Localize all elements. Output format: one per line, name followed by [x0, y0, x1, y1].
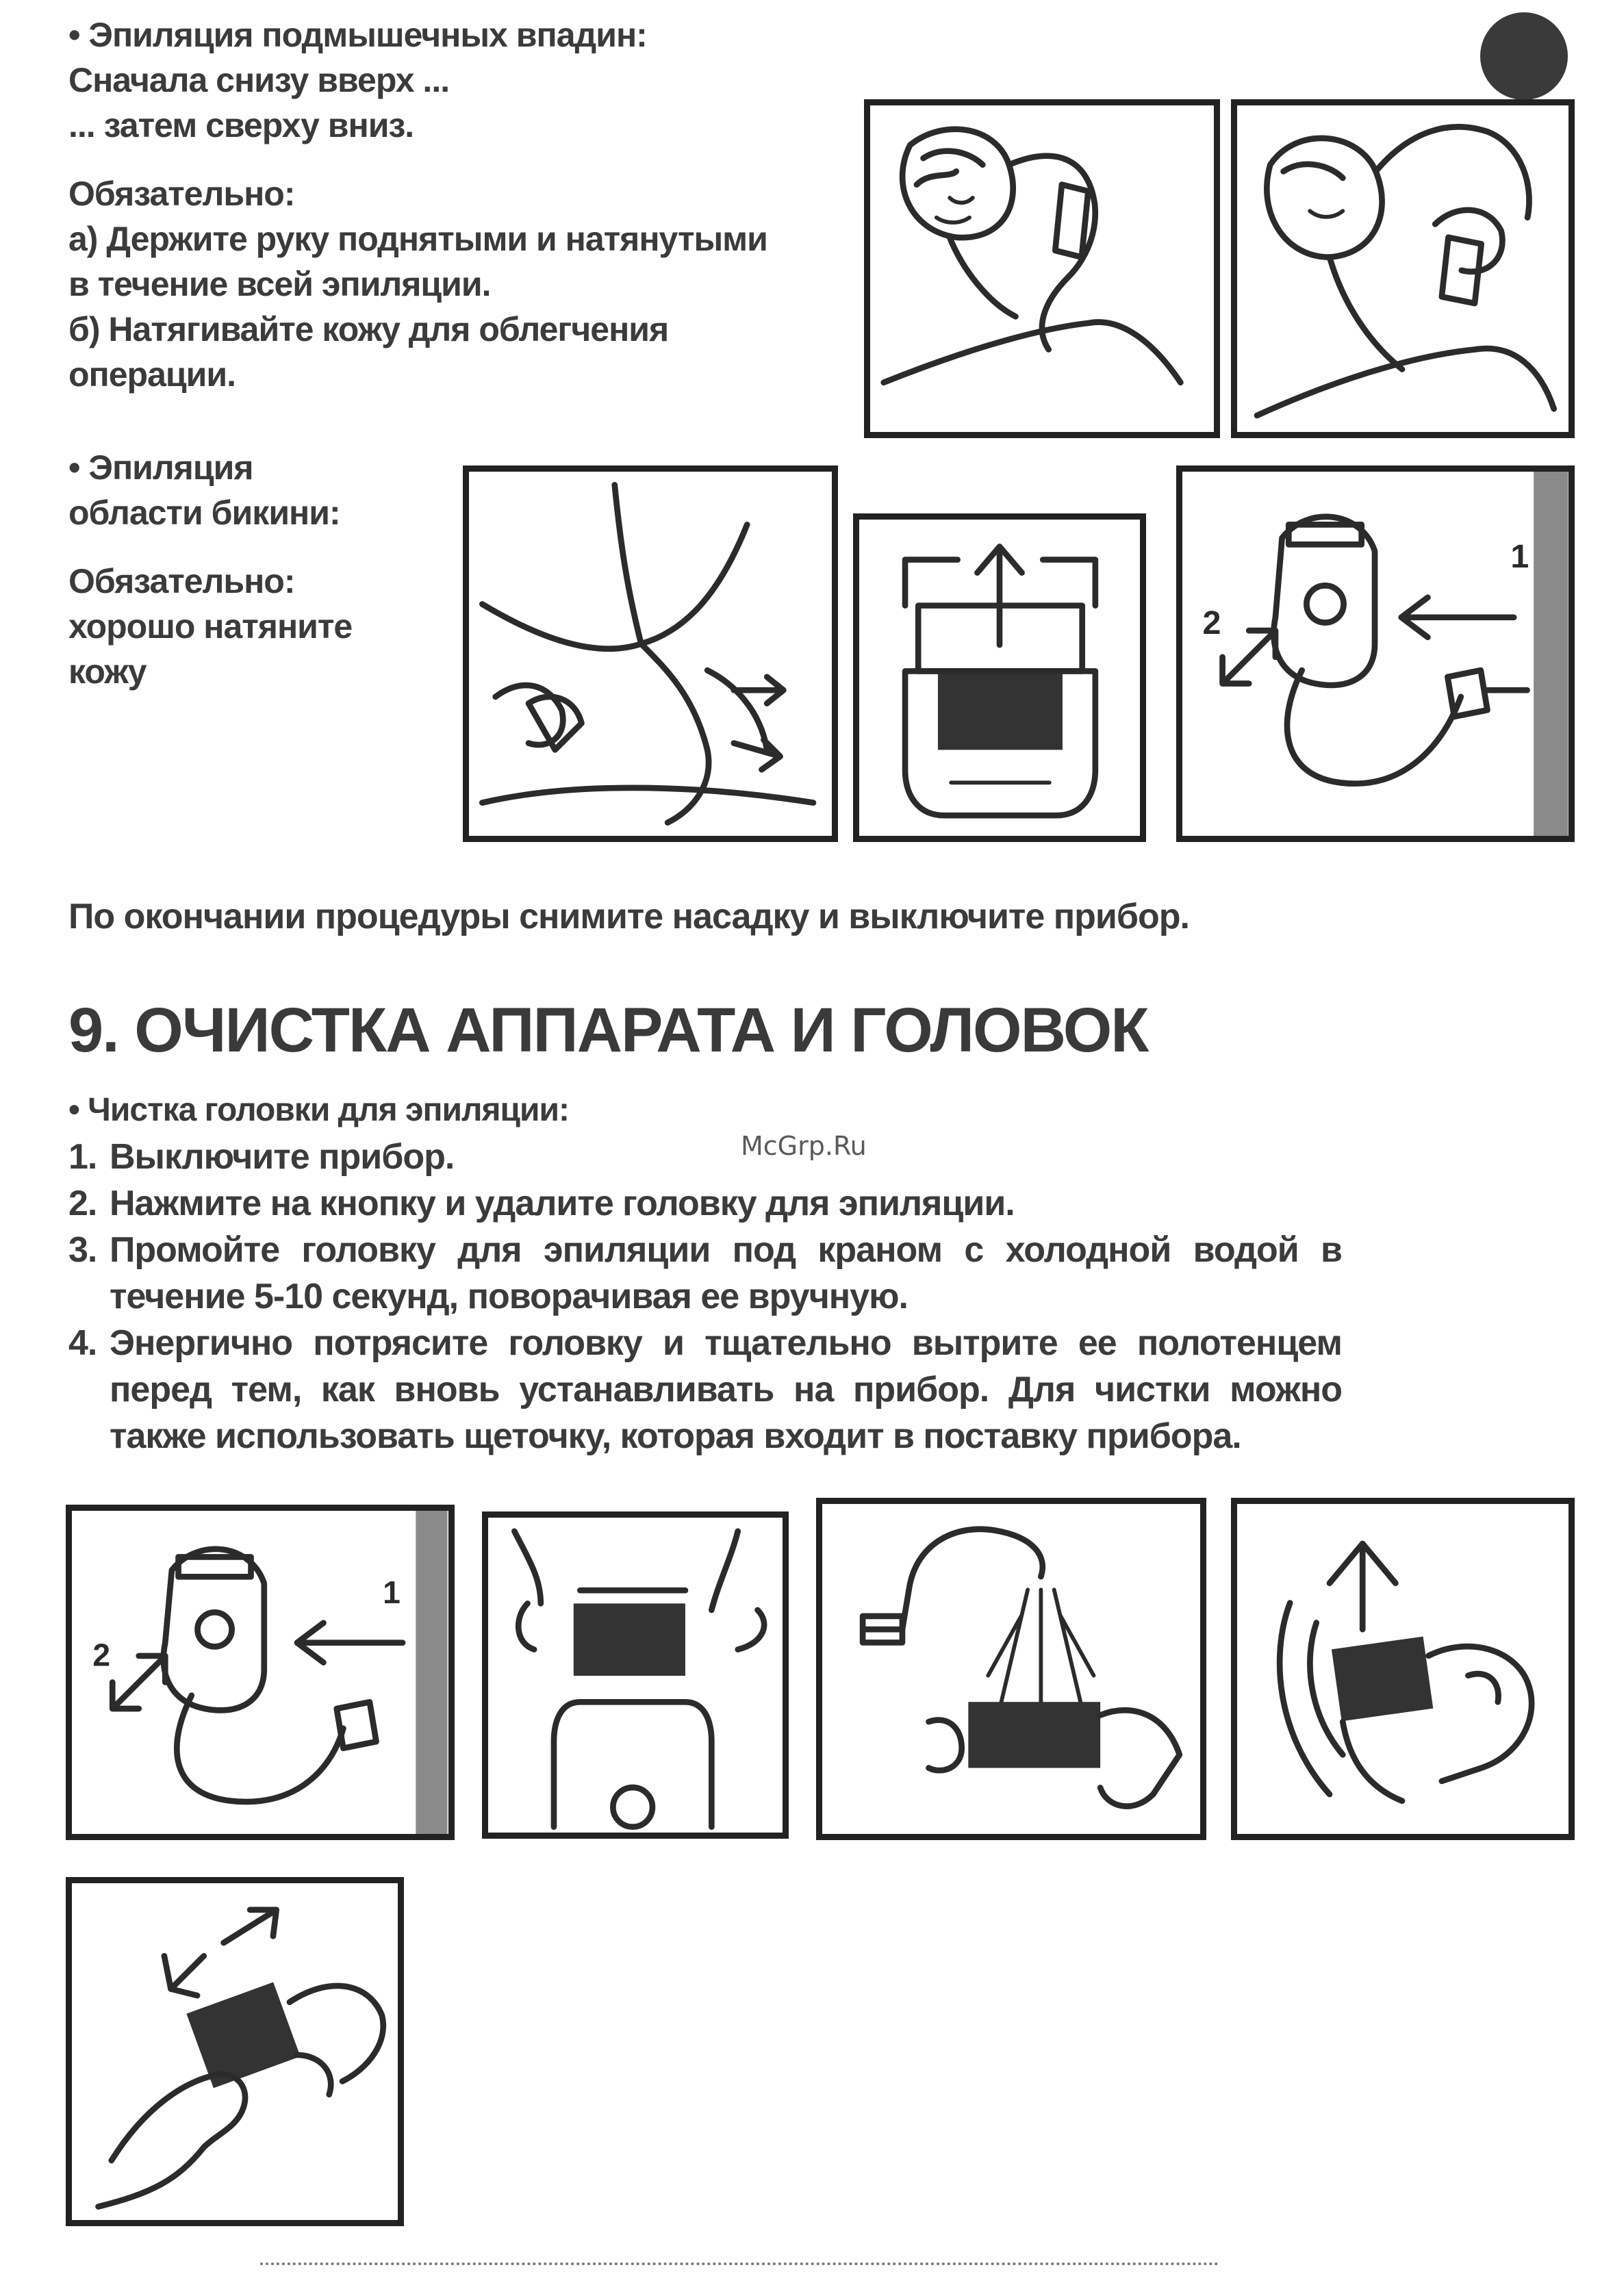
page-marker-dot: [1480, 12, 1568, 100]
cleaning-steps-list: [68, 1134, 1342, 1459]
step-2-label: 2: [92, 1637, 111, 1673]
step-number: 4.: [68, 1323, 97, 1363]
bikini-text-block: [68, 445, 452, 694]
armpit-text-block: [68, 12, 856, 397]
step-number: 3.: [68, 1230, 97, 1270]
step-number: 1.: [68, 1137, 97, 1177]
step-text: Выключите прибор.: [110, 1137, 455, 1177]
step-1-label: 1: [1510, 538, 1529, 576]
cleaning-illustration-3: [816, 1498, 1206, 1840]
step-1-label: 1: [383, 1574, 401, 1610]
armpit-point-b-2: операции.: [68, 355, 236, 394]
section-subtitle: • Чистка головки для эпиляции:: [68, 1092, 569, 1128]
cleaning-illustration-1: [66, 1505, 455, 1840]
end-note: По окончании процедуры снимите насадку и выключите прибор.: [68, 897, 1189, 936]
step-text: Энергично потрясите головку и тщательно вытрите ее полотенцем перед тем, как вновь устанавливать на прибор. Для чистки можно также использовать щеточку, которая входит в поставку прибора.: [110, 1323, 1342, 1456]
bikini-illustration-1: [463, 465, 838, 842]
armpit-illustration-1: [864, 99, 1220, 438]
cleaning-illustration-4: [1231, 1498, 1575, 1840]
armpit-required-label: Обязательно:: [68, 175, 295, 213]
step-item-2: [68, 1180, 1342, 1227]
section-heading: 9. ОЧИСТКА АППАРАТА И ГОЛОВОК: [68, 995, 1148, 1065]
cleaning-illustration-2: [482, 1511, 789, 1839]
bikini-title-1: • Эпиляция: [68, 448, 253, 487]
armpit-point-b-1: б) Натягивайте кожу для облегчения: [68, 310, 669, 348]
bikini-note-2: кожу: [68, 652, 147, 691]
step-item-1: [68, 1134, 1342, 1180]
step-number: 2.: [68, 1184, 97, 1223]
armpit-illustration-2: [1231, 99, 1575, 438]
step-2-label: 2: [1202, 604, 1221, 641]
bikini-illustration-3: [1176, 465, 1575, 842]
cleaning-illustration-5: [66, 1877, 404, 2226]
footer-specks: [260, 2262, 1219, 2269]
bikini-note-1: хорошо натяните: [68, 607, 353, 646]
armpit-line-2: ... затем сверху вниз.: [68, 106, 414, 144]
step-text: Нажмите на кнопку и удалите головку для эпиляции.: [110, 1184, 1015, 1223]
bikini-illustration-2: [853, 513, 1146, 842]
watermark: McGrp.Ru: [741, 1131, 867, 1161]
step-item-3: [68, 1227, 1342, 1320]
armpit-point-a-2: в течение всей эпиляции.: [68, 265, 491, 303]
bikini-required-label: Обязательно:: [68, 562, 295, 600]
armpit-title: • Эпиляция подмышечных впадин:: [68, 16, 647, 54]
step-item-4: [68, 1320, 1342, 1459]
armpit-line-1: Сначала снизу вверх ...: [68, 61, 450, 99]
armpit-point-a-1: а) Держите руку поднятыми и натянутыми: [68, 220, 767, 258]
bikini-title-2: области бикини:: [68, 494, 340, 532]
step-text: Промойте головку для эпиляции под краном с холодной водой в течение 5-10 секунд, поворачивая ее вручную.: [110, 1230, 1342, 1316]
